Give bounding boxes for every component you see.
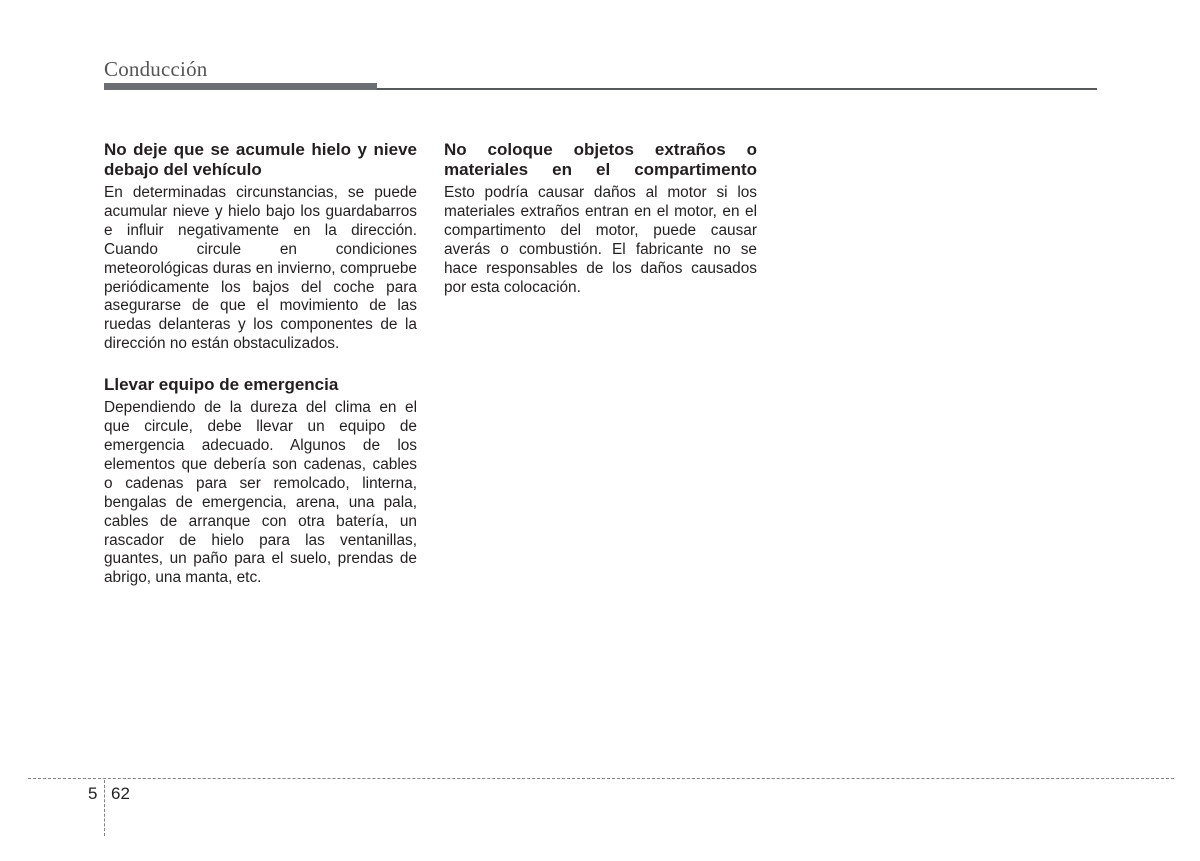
right-column: [444, 140, 757, 318]
body-ice-snow: En determinadas circunstancias, se puede acumular nieve y hielo bajo los guardabarros e influir negativamente en la dirección. Cuando circule en condiciones meteorológicas duras en invierno, compruebe periódicamente los bajos del coche para asegurarse de que el movimiento de las ruedas delanteras y los componentes de la dirección no están obstaculizados.: [104, 184, 417, 353]
heading-ice-snow: No deje que se acumule hielo y nieve debajo del vehículo: [104, 140, 417, 179]
section-emergency-equipment: [104, 375, 417, 588]
left-column: [104, 140, 417, 609]
chapter-number: 5: [88, 784, 98, 803]
page-number: 62: [111, 784, 130, 803]
heading-emergency-equipment: Llevar equipo de emergencia: [104, 375, 339, 395]
header-rule-thin: [377, 88, 1097, 90]
footer-dashed-line: [28, 778, 1174, 779]
body-foreign-objects: Esto podría causar daños al motor si los materiales extraños entran en el motor, en el compartimento del motor, puede causar averás o combustión. El fabricante no se hace responsables de los daños causados por esta colocación.: [444, 184, 757, 296]
body-emergency-equipment: Dependiendo de la dureza del clima en el que circule, debe llevar un equipo de emergencia adecuado. Algunos de los elementos que debería son cadenas, cables o cadenas para ser remolcado, linterna, bengalas de emergencia, arena, una pala, cables de arranque con otra batería, un rascador de hielo para las ventanillas, guantes, un paño para el suelo, prendas de abrigo, una manta, etc.: [104, 399, 417, 587]
header-rule-thick: [104, 83, 377, 90]
heading-foreign-objects: No coloque objetos extraños o materiales en el compartimento: [444, 140, 757, 179]
section-foreign-objects: [444, 140, 757, 297]
section-title: Conducción: [104, 57, 208, 81]
section-ice-snow: [104, 140, 417, 354]
footer-vertical-divider: [104, 780, 105, 836]
